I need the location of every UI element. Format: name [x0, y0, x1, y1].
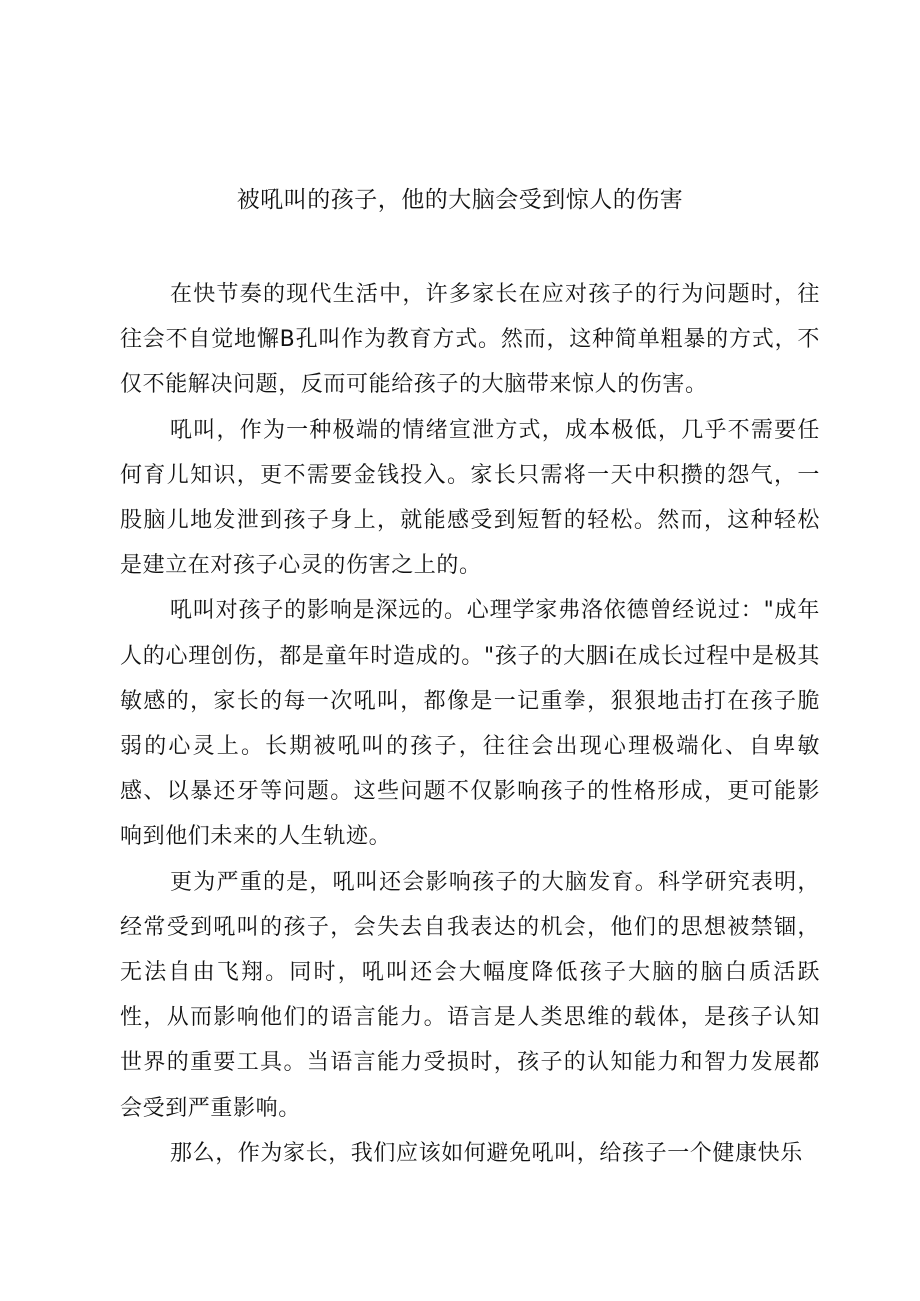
- document-title: 被吼叫的孩子，他的大脑会受到惊人的伤害: [236, 187, 684, 213]
- paragraph-brain-development: 更为严重的是，吼叫还会影响孩子的大脑发育。科学研究表明，经常受到吼叫的孩子，会失去自我表达的机会，他们的思想被禁锢，无法自由飞翔。同时，吼叫还会大幅度降低孩子大脑的脑白质活跃性，从而影响他们的语言能力。语言是人类思维的载体，是孩子认知世界的重要工具。当语言能力受损时，孩子的认知能力和智力发展都会受到严重影响。: [120, 869, 820, 1121]
- paragraph-yelling-cost: 吼叫，作为一种极端的情绪宣泄方式，成本极低，几乎不需要任何育儿知识，更不需要金钱投入。家长只需将一天中积攒的怨气，一股脑儿地发泄到孩子身上，就能感受到短暂的轻松。然而，这种轻松是建立在对孩子心灵的伤害之上的。: [120, 417, 820, 579]
- paragraph-intro: 在快节奏的现代生活中，许多家长在应对孩子的行为问题时，往往会不自觉地懈B孔叫作为教育方式。然而，这种简单粗暴的方式，不仅不能解决问题，反而可能给孩子的大脑带来惊人的伤害。: [120, 282, 820, 398]
- paragraph-how-to-avoid: 那么，作为家长，我们应该如何避免吼叫，给孩子一个健康快乐: [170, 1140, 803, 1166]
- paragraph-psychological-impact: 吼叫对孩子的影响是深远的。心理学家弗洛依德曾经说过："成年人的心理创伤，都是童年时造成的。"孩子的大胭i在成长过程中是极其敏感的，家长的每一次吼叫，都像是一记重拳，狠狠地击打在孩子脆弱的心灵上。长期被吼叫的孩子，往往会出现心理极端化、自卑敏感、以暴还牙等问题。这些问题不仅影响孩子的性格形成，更可能影响到他们未来的人生轨迹。: [120, 598, 820, 850]
- document-body: [120, 272, 820, 1176]
